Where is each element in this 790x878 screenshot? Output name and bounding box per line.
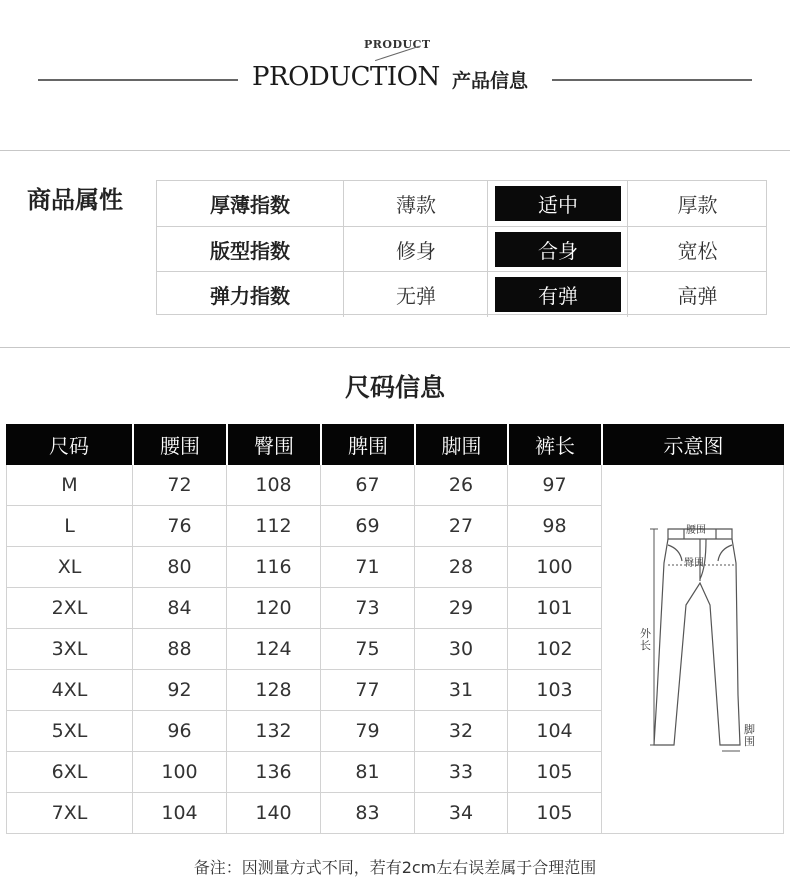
size-value-cell: 128 (227, 670, 321, 710)
size-value-cell: 79 (321, 711, 415, 751)
size-value-cell: 84 (133, 588, 227, 628)
size-value-cell: 116 (227, 547, 321, 587)
size-value-cell: 67 (321, 465, 415, 505)
size-value-cell: 105 (508, 752, 602, 792)
pants-diagram-cell (602, 465, 784, 834)
size-row (6, 629, 602, 670)
size-table (6, 424, 784, 834)
section-divider (0, 150, 790, 151)
column-header: 脚围 (416, 424, 507, 465)
column-header: 臀围 (228, 424, 320, 465)
size-value-cell: 73 (321, 588, 415, 628)
attributes-table (156, 180, 767, 315)
size-value-cell: 92 (133, 670, 227, 710)
size-row (6, 547, 602, 588)
size-row (6, 465, 602, 506)
column-header: 脾围 (322, 424, 414, 465)
label-waist: 腰围 (686, 525, 706, 536)
size-row (6, 670, 602, 711)
size-value-cell: 31 (415, 670, 508, 710)
header-rule-right (552, 79, 752, 81)
size-row (6, 506, 602, 547)
size-table-header (6, 424, 784, 465)
size-value-cell: 136 (227, 752, 321, 792)
page-header (0, 0, 790, 150)
size-value-cell: 88 (133, 629, 227, 669)
size-value-cell: 72 (133, 465, 227, 505)
attribute-option-selected: 适中 (495, 186, 621, 221)
attribute-option: 厚款 (627, 181, 767, 226)
size-value-cell: 96 (133, 711, 227, 751)
attribute-option: 无弹 (343, 272, 488, 317)
size-value-cell: 132 (227, 711, 321, 751)
size-value-cell: 32 (415, 711, 508, 751)
size-row (6, 711, 602, 752)
size-value-cell: 140 (227, 793, 321, 833)
size-label-cell: 4XL (6, 670, 133, 710)
attribute-option-selected: 合身 (495, 232, 621, 267)
header-title-en: PRODUCTION (252, 62, 440, 92)
header-rule-left (38, 79, 238, 81)
label-foot-2: 围 (744, 735, 755, 748)
label-outer-length-2: 长 (640, 639, 651, 652)
size-value-cell: 33 (415, 752, 508, 792)
size-value-cell: 71 (321, 547, 415, 587)
section-divider (0, 347, 790, 348)
size-value-cell: 124 (227, 629, 321, 669)
size-value-cell: 97 (508, 465, 602, 505)
attribute-option-selected: 有弹 (495, 277, 621, 312)
label-foot-1: 脚 (744, 723, 755, 736)
attribute-name: 版型指数 (210, 239, 290, 263)
size-value-cell: 76 (133, 506, 227, 546)
size-label-cell: 5XL (6, 711, 133, 751)
size-label-cell: 7XL (6, 793, 133, 833)
attribute-option (487, 181, 628, 226)
size-value-cell: 29 (415, 588, 508, 628)
attribute-option: 修身 (343, 227, 488, 272)
size-value-cell: 80 (133, 547, 227, 587)
label-outer-length-1: 外 (640, 627, 651, 640)
size-value-cell: 28 (415, 547, 508, 587)
attribute-name: 弹力指数 (210, 284, 290, 308)
size-value-cell: 112 (227, 506, 321, 546)
size-value-cell: 103 (508, 670, 602, 710)
attribute-option (487, 227, 628, 272)
size-info-title: 尺码信息 (344, 373, 445, 402)
size-value-cell: 104 (133, 793, 227, 833)
attribute-row (157, 226, 766, 272)
column-header: 裤长 (509, 424, 601, 465)
size-label-cell: M (6, 465, 133, 505)
size-value-cell: 105 (508, 793, 602, 833)
column-header: 示意图 (603, 424, 784, 465)
product-small-logo: PRODUCT (364, 38, 431, 51)
size-label-cell: 2XL (6, 588, 133, 628)
size-value-cell: 98 (508, 506, 602, 546)
attribute-option: 高弹 (627, 272, 767, 317)
size-value-cell: 81 (321, 752, 415, 792)
size-value-cell: 34 (415, 793, 508, 833)
pants-diagram (602, 465, 782, 832)
size-value-cell: 108 (227, 465, 321, 505)
size-value-cell: 120 (227, 588, 321, 628)
size-value-cell: 104 (508, 711, 602, 751)
size-label-cell: 3XL (6, 629, 133, 669)
column-header: 腰围 (134, 424, 226, 465)
size-footnote: 备注：因测量方式不同，若有2cm左右误差属于合理范围 (193, 858, 597, 877)
size-row (6, 588, 602, 629)
size-value-cell: 27 (415, 506, 508, 546)
label-hip: 臀围 (684, 558, 704, 569)
column-header: 尺码 (6, 424, 132, 465)
size-value-cell: 100 (508, 547, 602, 587)
size-label-cell: XL (6, 547, 133, 587)
size-label-cell: 6XL (6, 752, 133, 792)
size-value-cell: 26 (415, 465, 508, 505)
size-label-cell: L (6, 506, 133, 546)
size-row (6, 752, 602, 793)
size-value-cell: 30 (415, 629, 508, 669)
size-value-cell: 83 (321, 793, 415, 833)
attribute-option: 薄款 (343, 181, 488, 226)
attributes-title: 商品属性 (27, 186, 123, 214)
size-row (6, 793, 602, 834)
attribute-option (487, 272, 628, 317)
attribute-row (157, 271, 766, 317)
header-title-cn: 产品信息 (452, 70, 529, 92)
attribute-option: 宽松 (627, 227, 767, 272)
size-value-cell: 100 (133, 752, 227, 792)
size-value-cell: 101 (508, 588, 602, 628)
size-value-cell: 102 (508, 629, 602, 669)
attribute-name: 厚薄指数 (210, 193, 290, 217)
attribute-row (157, 181, 766, 226)
size-value-cell: 69 (321, 506, 415, 546)
size-value-cell: 77 (321, 670, 415, 710)
size-value-cell: 75 (321, 629, 415, 669)
